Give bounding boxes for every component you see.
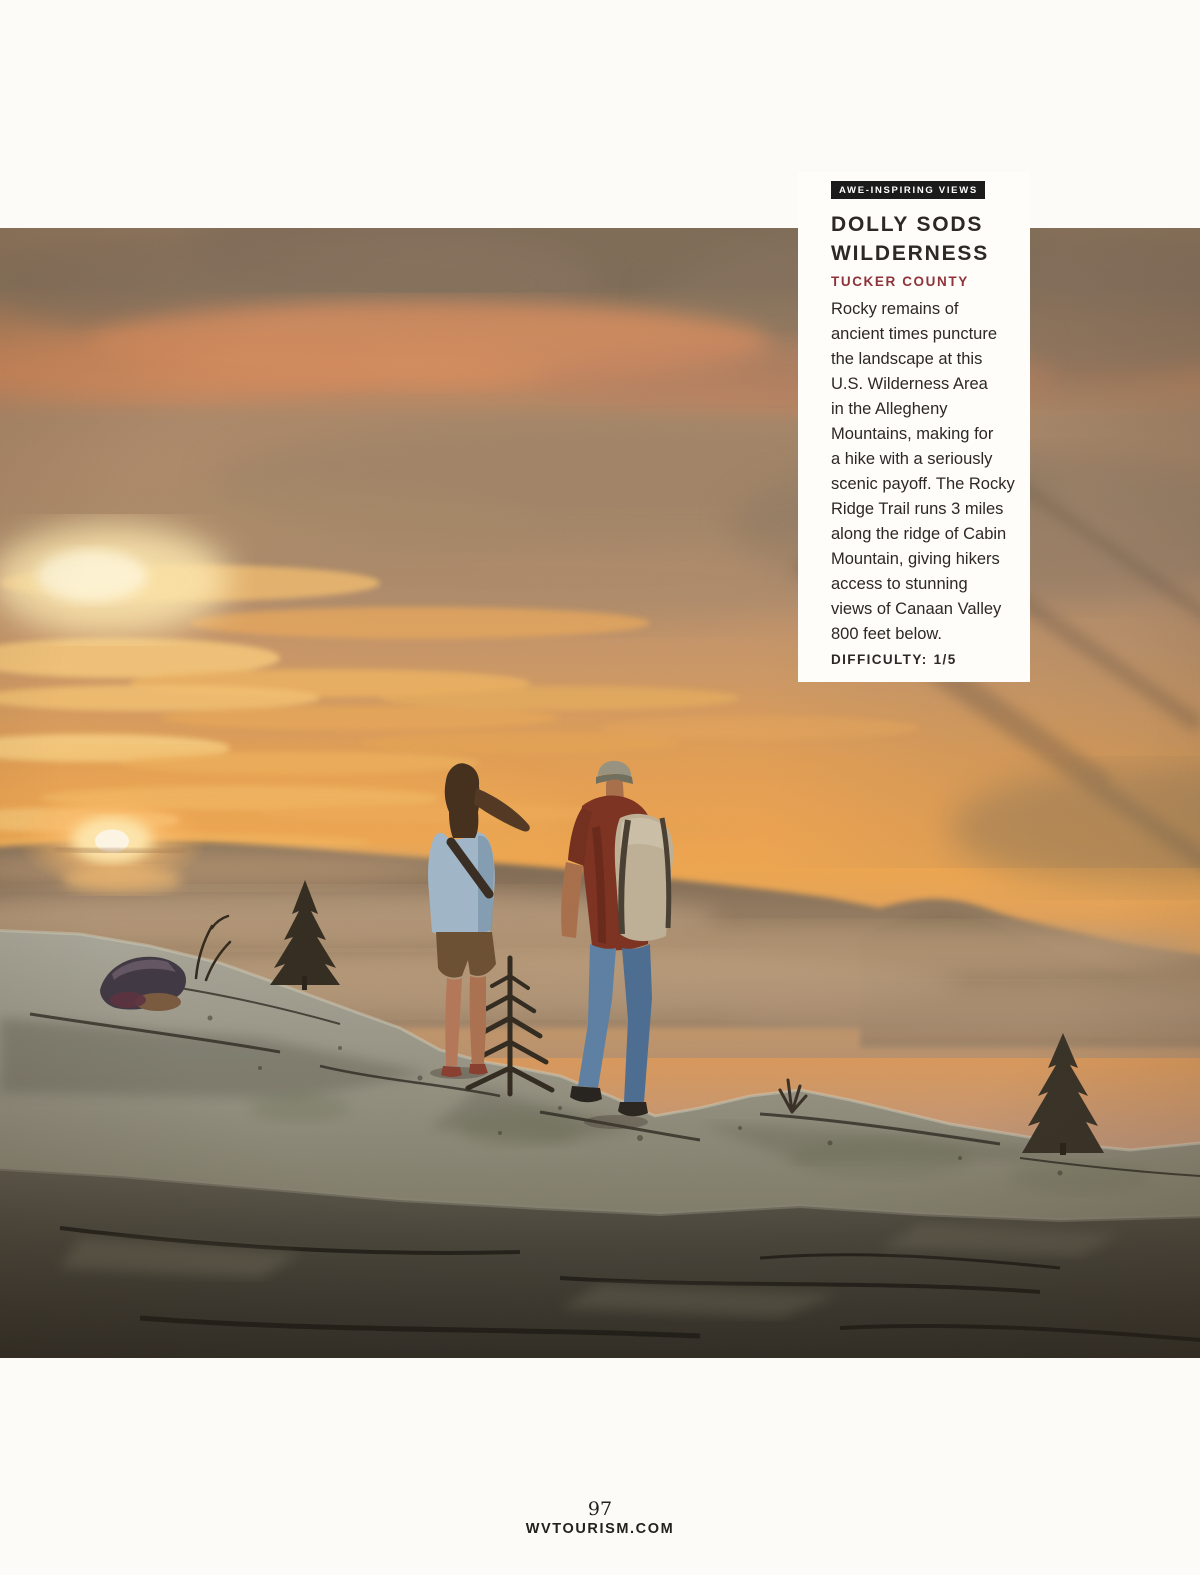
difficulty-value: 1/5 — [933, 652, 957, 667]
body-line: Rocky remains of — [831, 300, 959, 318]
difficulty-rating — [831, 652, 1014, 667]
site-url: WVTOURISM.COM — [525, 1521, 675, 1537]
body-line: U.S. Wilderness Area — [831, 375, 988, 393]
body-line: in the Allegheny — [831, 400, 948, 418]
feature-card — [798, 172, 1030, 682]
body-line: the landscape at this — [831, 350, 983, 368]
page-footer — [0, 1498, 1200, 1537]
body-line: a hike with a seriously — [831, 450, 993, 468]
article-title-line2: WILDERNESS — [831, 242, 990, 265]
body-line: along the ridge of Cabin — [831, 525, 1007, 543]
county-label: TUCKER COUNTY — [831, 274, 969, 289]
category-badge: AWE-INSPIRING VIEWS — [831, 181, 985, 199]
page-number: 97 — [587, 1498, 613, 1520]
body-line: 800 feet below. — [831, 625, 943, 643]
body-line: access to stunning — [831, 575, 968, 593]
body-line: views of Canaan Valley — [831, 600, 1002, 618]
article-title-line1: DOLLY SODS — [831, 213, 984, 236]
body-line: Mountain, giving hikers — [831, 550, 1000, 568]
article-body — [831, 297, 1014, 647]
article-title — [831, 210, 1014, 268]
body-line: ancient times puncture — [831, 325, 998, 343]
body-line: Mountains, making for — [831, 425, 994, 443]
difficulty-label: DIFFICULTY: — [831, 652, 928, 667]
body-line: Ridge Trail runs 3 miles — [831, 500, 1004, 518]
body-line: scenic payoff. The Rocky — [831, 475, 1015, 493]
